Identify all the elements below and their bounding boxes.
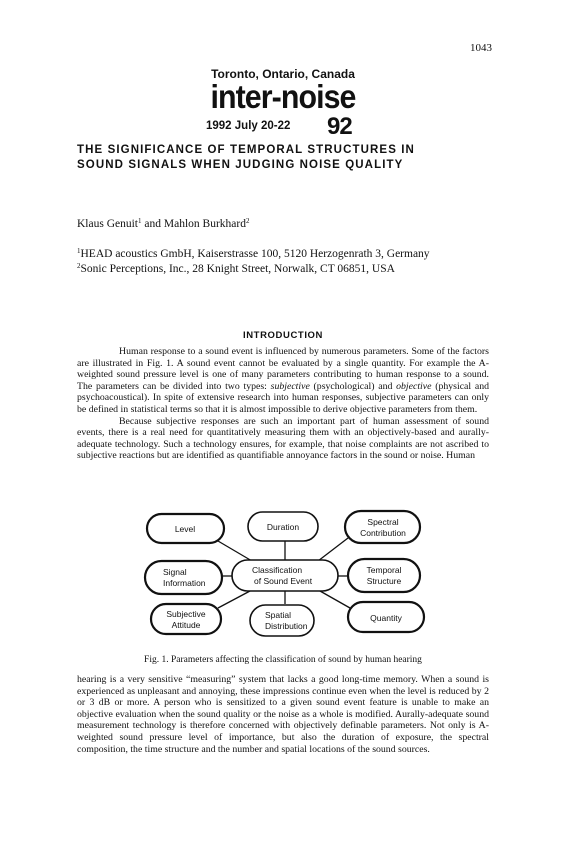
introduction-body [77, 346, 489, 462]
connector-quantity [320, 591, 350, 608]
affiliation-1 [77, 248, 430, 260]
figure-1-diagram [130, 506, 440, 646]
node-temporal-label-1: Temporal [366, 565, 402, 575]
conference-location: Toronto, Ontario, Canada [211, 67, 355, 81]
body-continued [77, 674, 489, 755]
node-subjective-label-1: Subjective [166, 609, 206, 619]
node-level-label: Level [174, 524, 196, 534]
affiliation-2 [77, 263, 395, 275]
node-center-label-1: Classification [252, 565, 303, 575]
body-paragraph-continued: hearing is a very sensitive “measuring” system that lacks a good long-time memory. When a sound is experienced as unpleasant and annoying, these impressions continue even when the level is reduced by 2 or 3 dB or more. A person who is sensitized to a given sound event feature is unable to make an objective evaluation when the sound quality or the noise as a whole is modified. Aurally-adequate sound measurement technology is therefore concerned with objectively definable parameters. Not only is A-weighted sound pressure level of importance, but also the duration of exposure, the spectral composition, the time structure and the number and spatial locations of the sound sources. [77, 674, 489, 755]
node-temporal-label-2: Structure [366, 576, 402, 586]
node-center-label-2: of Sound Event [254, 576, 313, 586]
author-2-mark: 2 [245, 217, 250, 225]
node-spatial-label-2: Distribution [265, 621, 308, 631]
connector-spectral [318, 538, 348, 561]
author-list [77, 218, 249, 230]
intro-p1-text-c: (physical and psychoacoustical). In spite of extensive research into human responses, subjective parameters can only be defined in statistical terms so that it is almost impossible to derive objective parameters from them. [77, 380, 489, 415]
figure-caption: Fig. 1. Parameters affecting the classification of sound by human hearing [144, 655, 422, 665]
author-1-mark: 1 [138, 217, 142, 225]
node-quantity-label: Quantity [370, 613, 402, 623]
title-line-1: THE SIGNIFICANCE OF TEMPORAL STRUCTURES IN [77, 144, 415, 156]
term-objective: objective [396, 380, 432, 392]
paper-title [77, 143, 415, 173]
author-1: Klaus Genuit [77, 218, 139, 230]
intro-p1-text-a: Human response to a sound event is influenced by numerous parameters. Some of the factors are illustrated in Fig. 1. A sound event cannot be evaluated by a single quantity. For example the A-weighted sound pressure level is one of many parameters contributing to human response to a sound. The parameters can be divided into two types: [77, 346, 489, 392]
conference-logo: inter-noise [210, 78, 356, 115]
node-subjective-label-2: Attitude [171, 620, 201, 630]
node-spatial-label-1: Spatial [265, 610, 291, 620]
conference-year: 92 [327, 113, 352, 140]
author-conjunction: and [141, 218, 164, 230]
term-subjective: subjective [270, 380, 310, 392]
affiliation-1-text: HEAD acoustics GmbH, Kaiserstrasse 100, 5120 Herzogenrath 3, Germany [80, 248, 430, 260]
node-signal-label-1: Signal [163, 567, 187, 577]
connector-level [218, 541, 252, 561]
node-duration-label: Duration [266, 522, 300, 532]
node-spectral-label-2: Contribution [360, 528, 406, 538]
author-2: Mahlon Burkhard [163, 218, 246, 230]
affiliation-2-text: Sonic Perceptions, Inc., 28 Knight Street, Norwalk, CT 06851, USA [80, 263, 395, 275]
affiliation-2-mark: 2 [77, 262, 81, 270]
node-spectral [345, 511, 420, 543]
section-heading-introduction: INTRODUCTION [242, 330, 324, 341]
conference-date: 1992 July 20-22 [206, 120, 291, 132]
connector-subjective [218, 591, 250, 608]
title-line-2: SOUND SIGNALS WHEN JUDGING NOISE QUALITY [77, 159, 404, 171]
intro-paragraph-1 [77, 346, 489, 416]
node-spectral-label-1: Spectral [367, 517, 399, 527]
page-number: 1043 [470, 42, 492, 54]
node-signal-label-2: Information [163, 578, 206, 588]
affiliation-1-mark: 1 [77, 247, 81, 255]
intro-p1-text-b: (psychological) and [309, 380, 397, 392]
intro-paragraph-2: Because subjective responses are such an important part of human assessment of sound events, there is a real need for quantitatively measuring them with an objectively-based and aurally-adequate technology. Such a technology ensures, for example, that noise complaints are not ascribed to subjective reactions but are identified as quantifiable annoyance factors in the sound or noise. Human [77, 415, 489, 462]
